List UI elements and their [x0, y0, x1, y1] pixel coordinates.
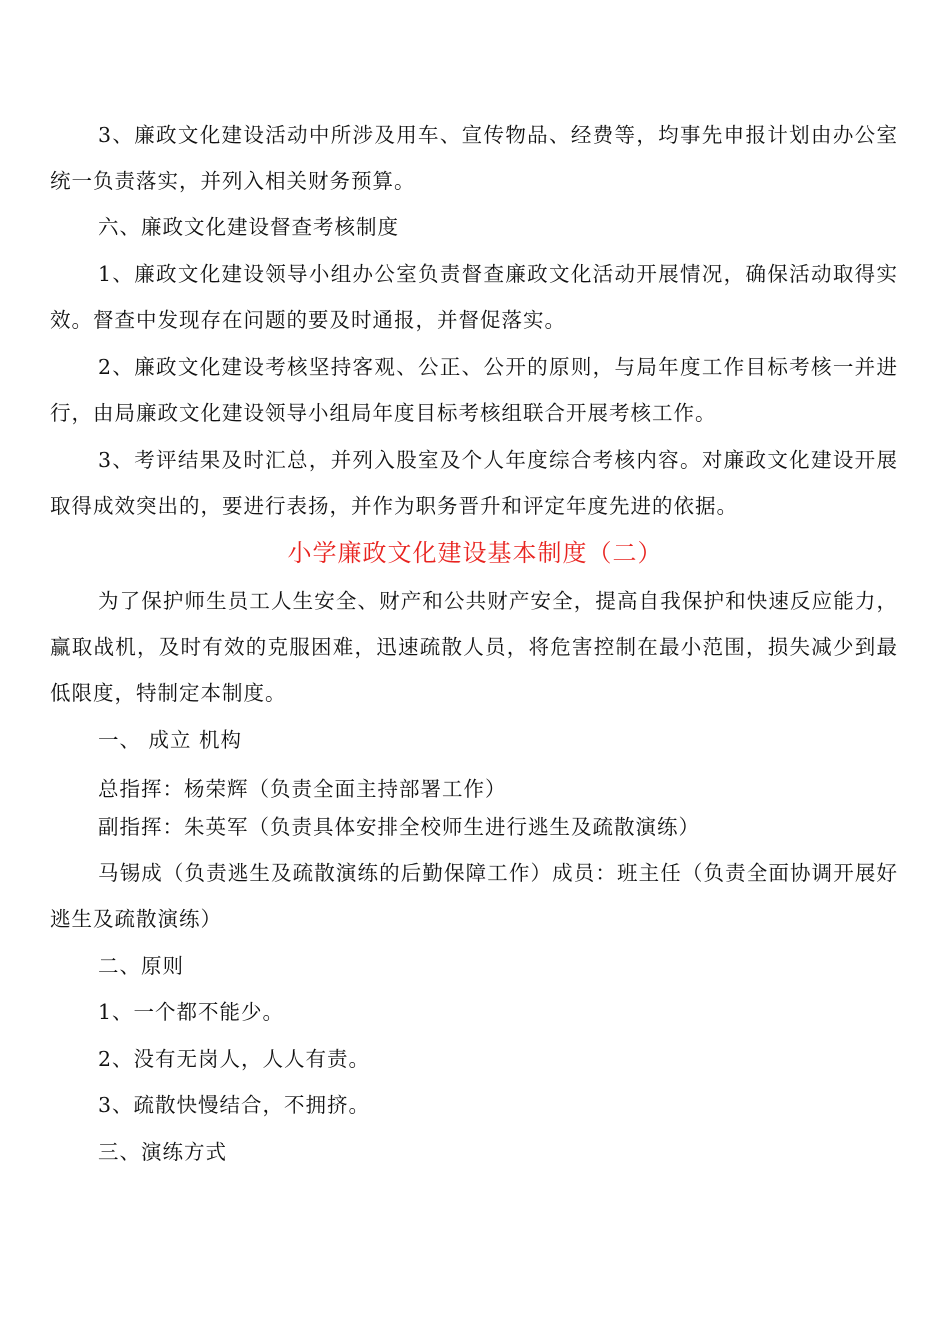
paragraph-members: 马锡成（负责逃生及疏散演练的后勤保障工作）成员：班主任（负责全面协调开展好逃生及疏散演练）	[50, 861, 898, 931]
section-heading-organization: 一、 成立 机构	[98, 728, 243, 752]
principle-item-3: 3、疏散快慢结合，不拥挤。	[98, 1093, 371, 1117]
document-title: 小学廉政文化建设基本制度（二）	[287, 539, 663, 567]
section-heading-principles: 二、原则	[98, 954, 184, 978]
section-heading-drill-method: 三、演练方式	[98, 1140, 227, 1164]
paragraph-supervision-2: 2、廉政文化建设考核坚持客观、公正、公开的原则，与局年度工作目标考核一并进行，由局廉政文化建设领导小组局年度目标考核组联合开展考核工作。	[50, 355, 898, 425]
section-heading-supervision: 六、廉政文化建设督查考核制度	[98, 215, 399, 239]
paragraph-fee-arrangement: 3、廉政文化建设活动中所涉及用车、宣传物品、经费等，均事先申报计划由办公室统一负责落实，并列入相关财务预算。	[50, 123, 898, 193]
line-deputy-commander: 副指挥：朱英军（负责具体安排全校师生进行逃生及疏散演练）	[98, 815, 700, 839]
paragraph-purpose: 为了保护师生员工人生安全、财产和公共财产安全，提高自我保护和快速反应能力，赢取战机，及时有效的克服困难，迅速疏散人员，将危害控制在最小范围，损失减少到最低限度，特制定本制度。	[50, 589, 898, 705]
line-chief-commander: 总指挥：杨荣辉（负责全面主持部署工作）	[98, 777, 507, 801]
principle-item-2: 2、没有无岗人，人人有责。	[98, 1047, 371, 1071]
principle-item-1: 1、一个都不能少。	[98, 1000, 285, 1024]
paragraph-supervision-3: 3、考评结果及时汇总，并列入股室及个人年度综合考核内容。对廉政文化建设开展取得成效突出的，要进行表扬，并作为职务晋升和评定年度先进的依据。	[50, 448, 898, 518]
paragraph-supervision-1: 1、廉政文化建设领导小组办公室负责督查廉政文化活动开展情况，确保活动取得实效。督查中发现存在问题的要及时通报，并督促落实。	[50, 262, 898, 332]
